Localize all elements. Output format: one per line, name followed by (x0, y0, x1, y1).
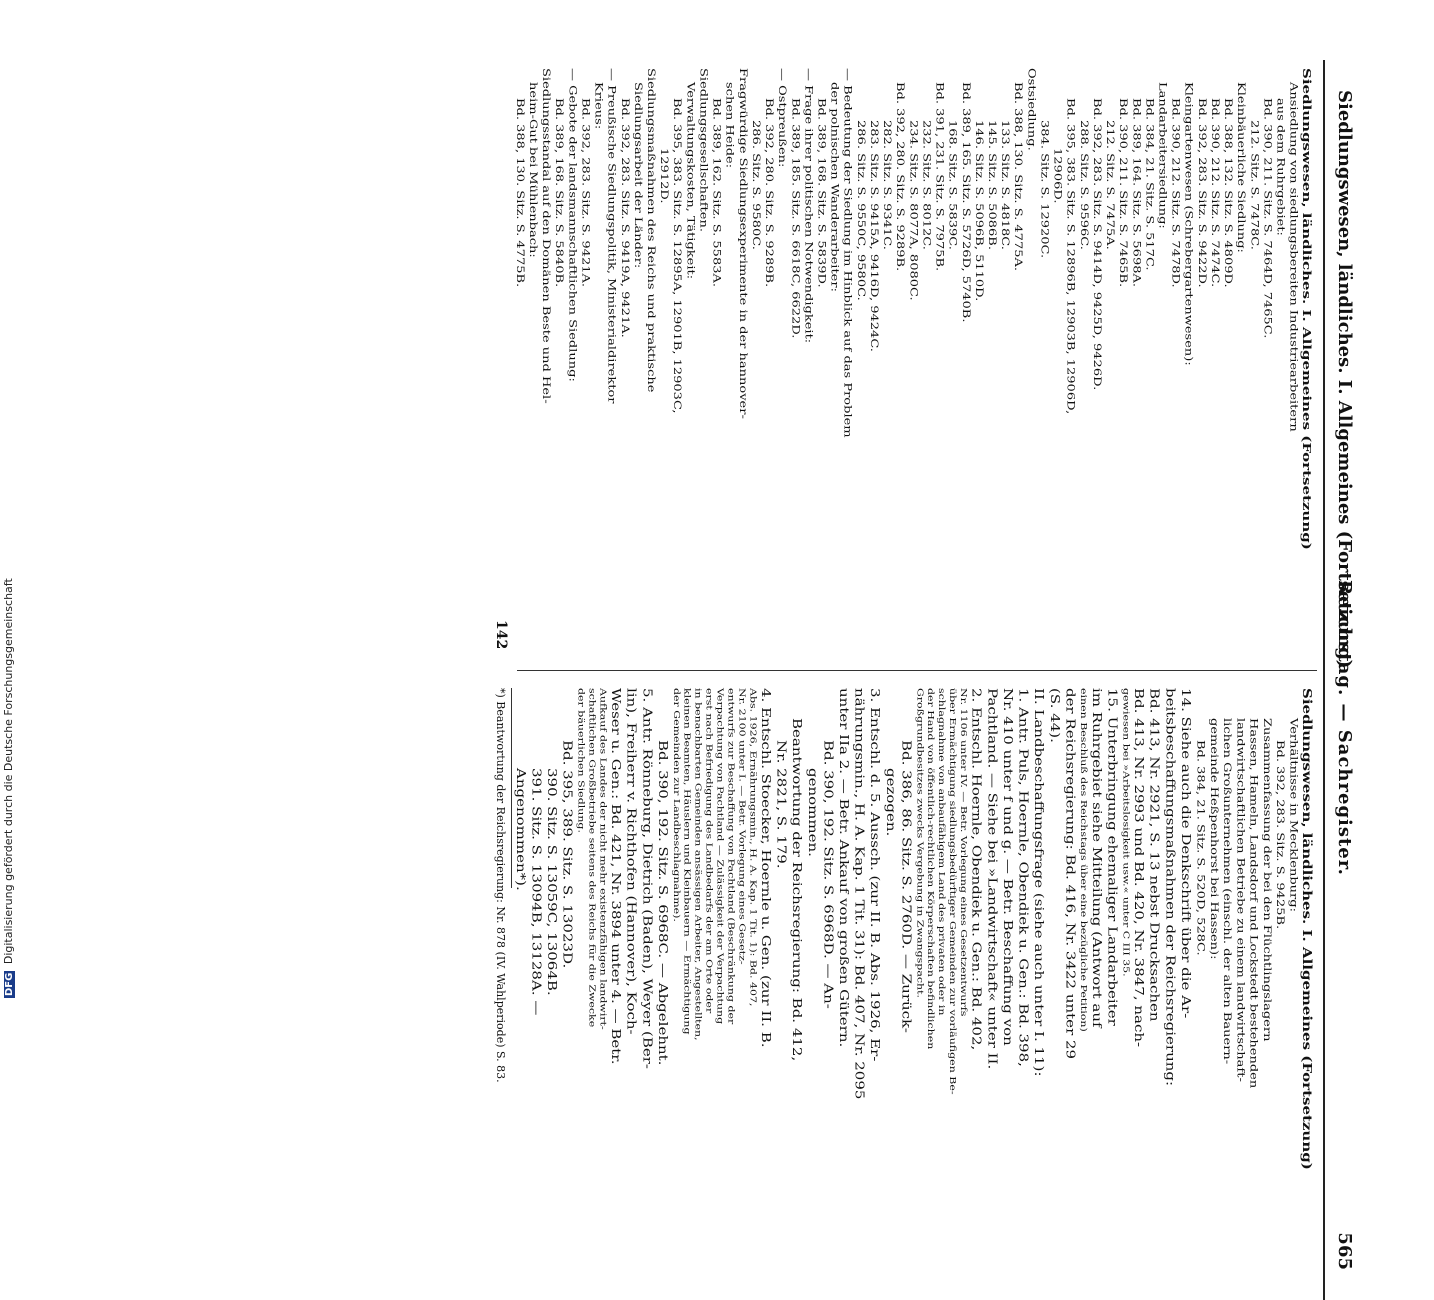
index-entry: Kleinbäuerliche Siedlung: (1235, 82, 1247, 253)
index-entry: II. Landbeschaffungsfrage (siehe auch unter I. 11): (1032, 688, 1047, 1077)
left-column (513, 68, 1313, 653)
index-entry: 14. Siehe auch die Denkschrift über die Ar- (1178, 688, 1193, 1019)
index-entry: Bd. 389, 168. Sitz. S. 5839D. (815, 98, 827, 288)
index-entry: Abs. 1926, Ernährungsmin., H. A. Kap. 1 Tit. 1): Bd. 407, (747, 688, 759, 1007)
index-entry: Bd. 386, 86. Sitz. S. 2760D. — Zurück- (899, 740, 914, 1033)
index-entry: der Hand von öffentlich-rechtlichen Körperschaften befindlichen (925, 688, 937, 1050)
running-header (1327, 60, 1357, 1280)
index-entry: 168. Sitz. S. 5839C. (946, 120, 959, 250)
index-entry: Siedlungsgesellschaften. (697, 68, 709, 232)
index-entry: Bd. 388, 130. Sitz. S. 4775B. (513, 98, 526, 288)
index-entry: Bd. 390, 212. Sitz. S. 7478D. (1169, 98, 1182, 288)
index-entry: in benachbarten Gemeinden ansässigen Arbeiter, Angestellten, (693, 688, 704, 1041)
index-entry: Nr. 2100 unter I. — Betr. Vorlegung eines Gesetz- (737, 688, 748, 965)
index-entry: schlagnahme von anbaufähigem Land des privaten oder in (936, 688, 947, 1016)
index-entry: gewiesen bei »Arbeitslosigkeit usw.« unter C III 35. (1121, 688, 1132, 977)
side-note (2, 18, 24, 998)
index-entry: heim-Gut bei Mühlenbach: (526, 82, 539, 258)
index-entry: — Frage ihrer politischen Notwendigkeit: (802, 68, 814, 344)
index-entry: landwirtschaftlichen Betriebe zu einem landwirtschaft- (1234, 718, 1246, 1082)
index-entry: 212. Sitz. S. 7478C. (1248, 120, 1260, 250)
index-entry: der polnischen Wanderarbeiter: (828, 82, 841, 292)
header-rule (1323, 60, 1325, 1300)
index-entry: 286. Sitz. S. 9580C. (749, 120, 762, 250)
index-entry: der Gemeinden zur Landbeschlagnahme). (671, 688, 682, 922)
index-entry: Siedlungswesen, ländliches. I. Allgemeines (Fortsetzung) (1299, 68, 1314, 550)
index-entry: (S. 44). (1047, 688, 1062, 743)
index-entry: Bd. 390, 192. Sitz. S. 6968C. — Abgelehnt. (655, 740, 670, 1066)
index-entry: 12912D. (658, 148, 670, 204)
index-entry: der Reichsregierung: Bd. 416, Nr. 3422 unter 29 (1063, 688, 1078, 1060)
index-entry: Bd. 392, 280. Sitz. S. 9289B. (762, 98, 775, 288)
index-entry: einen Beschluß des Reichstags über eine bezügliche Petition) (1078, 688, 1089, 1032)
index-entry: 5. Antr. Rönneburg, Dietrich (Baden), Weyer (Ber- (640, 688, 655, 1069)
index-entry: Bd. 413, Nr. 2921, S. 13 nebst Drucksachen (1147, 688, 1162, 1022)
index-entry: Bd. 388, 132. Sitz. S. 4809D. (1221, 98, 1234, 288)
index-entry: Bd. 390, 192. Sitz. S. 6968D. — An- (821, 740, 836, 1009)
index-entry: 146. Sitz. S. 5096B, 5110D. (972, 120, 985, 302)
index-entry: 145. Sitz. S. 5086B. (985, 120, 998, 250)
index-entry: Bd. 392, 283. Sitz. S. 9419A, 9421A. (618, 98, 631, 338)
index-entry: 133. Sitz. S. 4818C. (999, 120, 1011, 250)
index-entry: 391. Sitz. S. 13094B, 13128A. — (529, 768, 544, 1016)
column-divider (517, 670, 1317, 671)
index-entry: der bäuerlichen Siedlung. (576, 688, 587, 833)
index-entry: — Ostpreußen: (776, 68, 788, 168)
index-entry: genommen. (805, 768, 820, 857)
index-entry: Kleingartenwesen (Schrebergartenwesen): (1182, 82, 1195, 366)
index-entry: Verhältnisse in Mecklenburg: (1287, 718, 1299, 912)
index-entry: 15. Unterbringung ehemaliger Landarbeiter (1105, 688, 1120, 1026)
index-entry: Nr. 1106 unter IV. — Betr. Vorlegung eines Gesetzentwurfs (958, 688, 969, 1017)
index-entry: Nr. 2821, S. 179. (774, 740, 789, 869)
index-entry: Siedlungsarbeit der Länder: (631, 82, 644, 269)
index-entry: Aufkauf des Landes der nicht mehr existenzfähigen landwirt- (598, 688, 609, 1030)
index-entry: 12906D. (1051, 148, 1064, 204)
index-entry: 390. Sitz. S. 13059C, 13064B. (545, 768, 560, 996)
index-entry: lichen Großunternehmen (einschl. der alten Bauern- (1220, 718, 1233, 1065)
index-entry: gezogen. (883, 768, 898, 837)
index-entry: unter IIa 2. — Betr. Ankauf von großen Gütern. (836, 688, 851, 1048)
index-entry: Pachtland. — Siehe bei »Landwirtschaft« unter II. (985, 688, 1000, 1070)
header-left: Siedlungswesen, ländliches. I. Allgemeines (Fortsetzung) (1334, 90, 1355, 669)
index-entry: Bd. 388, 130. Sitz. S. 4775A. (1012, 82, 1024, 272)
index-entry: Siedlungsstandal auf den Domänen Beste und Hel- (540, 68, 552, 404)
index-entry: Bd. 384, 21. Sitz. S. 520D, 528C. (1194, 740, 1207, 956)
index-entry: Bd. 389, 164. Sitz. S. 5698A. (1130, 98, 1142, 288)
index-entry: 282. Sitz. S. 9341C. (880, 120, 893, 250)
index-entry: Bd. 413, Nr. 2993 und Bd. 420, Nr. 3847, nach- (1131, 688, 1146, 1048)
index-entry: beitsbeschaffungsmaßnahmen der Reichsregierung: (1163, 688, 1178, 1087)
index-entry: Weser u. Gen.: Bd. 421, Nr. 3894 unter 4. — Betr. (609, 688, 624, 1065)
index-entry: aus dem Ruhrgebiet: (1274, 98, 1286, 236)
index-entry: schaftlichen Großbetriebe seitens des Reichs für die Zwecke (587, 688, 598, 1028)
index-entry: Bd. 390, 211. Sitz. S. 7464D, 7465C. (1261, 98, 1273, 339)
index-entry: Bd. 390, 212. Sitz. S. 7474C. (1208, 98, 1221, 288)
index-entry: Bd. 389, 168. Sitz. S. 5840B. (553, 98, 565, 288)
dfg-logo: DFG (4, 972, 15, 996)
index-entry: 2. Entschl. Hoernle, Obendiek u. Gen.: Bd. 402, (969, 688, 984, 1051)
right-column (513, 688, 1313, 1273)
index-entry: erst nach Befriedigung des Landbedarfs der am Orte oder (704, 688, 715, 1014)
index-entry: Siedlungsmaßnahmen des Reichs und praktische (644, 68, 657, 393)
side-note-text: Digitalisierung gefördert durch die Deutsche Forschungsgemeinschaft (2, 578, 15, 965)
index-entry: nährungsmin., H. A. Kap. 1 Tit. 31): Bd. 407, Nr. 2095 (852, 688, 867, 1100)
index-entry: — Gebote der landsmannschaftlichen Siedlung: (566, 68, 578, 382)
index-entry: Bd. 391, 231. Sitz. S. 7975B. (933, 82, 946, 272)
header-center: Reichstag. — Sachregister. (1334, 580, 1355, 876)
index-entry: im Ruhrgebiet siehe Mitteilung (Antwort auf (1089, 688, 1104, 1028)
index-entry: lin), Freiherr v. Richthofen (Hannover), Koch- (624, 688, 639, 1035)
index-entry: Fragwürdige Siedlungsexperimente in der hannover- (736, 68, 749, 419)
footnote-rule (511, 688, 512, 888)
index-entry: Bd. 384, 21. Sitz. S. 517C. (1143, 98, 1155, 271)
index-entry: Bd. 392, 283. Sitz. S. 9414D, 9425D, 9426D. (1090, 98, 1103, 391)
index-entry: Bd. 395, 383. Sitz. S. 12895A, 12901B, 12903C, (671, 98, 683, 414)
rotated-frame (117, 60, 1357, 1270)
index-entry: Siedlungswesen, ländliches. I. Allgemeines (Fortsetzung) (1299, 688, 1314, 1170)
index-entry: schen Heide: (723, 82, 736, 169)
index-entry: 283. Sitz. S. 9415A, 9416D, 9424C. (867, 120, 880, 352)
index-entry: — Bedeutung der Siedlung im Hinblick auf das Problem (841, 68, 854, 438)
index-entry: entwurfs zur Beschaffung von Pachtland (Beschränkung der (726, 688, 737, 1025)
index-entry: Bd. 395, 383. Sitz. S. 12896B, 12903B, 12906D, (1064, 98, 1077, 415)
index-entry: 384. Sitz. S. 12920C. (1038, 120, 1050, 259)
page-content (477, 60, 1357, 1300)
index-entry: 3. Entschl. d. 5. Aussch. (zur II. B. Abs. 1926, Er- (868, 688, 883, 1062)
index-entry: Bd. 389, 185. Sitz. S. 6618C, 6622D. (789, 98, 801, 339)
index-entry: 234. Sitz. S. 8077A, 8080C. (907, 120, 919, 301)
index-entry: 4. Entschl. Stoecker, Hoernle u. Gen. (zur II. B. (758, 688, 773, 1048)
index-entry: kleinen Beamten, Häuslern und Kleinbauern — Ermächtigung (682, 688, 693, 1035)
index-entry: Beantwortung der Reichsregierung: Bd. 412, (790, 718, 805, 1062)
index-entry: — Preußische Siedlungspolitik, Ministerialdirektor (605, 68, 618, 404)
index-entry: Bd. 390, 211. Sitz. S. 7465B. (1117, 98, 1129, 288)
index-entry: 288. Sitz. S. 9596C. (1077, 120, 1090, 250)
index-entry: Verpachtung von Pachtland — Zulässigkeit der Verpachtung (715, 688, 726, 1025)
index-entry: Landarbeitersiedlung: (1156, 82, 1168, 229)
header-page-number: 565 (1334, 1232, 1355, 1270)
index-entry: 286. Sitz. S. 9550C, 9580C. (854, 120, 867, 301)
index-entry: Angenommen*). (513, 768, 528, 891)
page-number: 142 (493, 620, 509, 650)
index-entry: Ansiedlung von siedlungsbereiten Industriearbeitern (1287, 82, 1300, 432)
index-entry: Bd. 392, 283. Sitz. S. 9425B. (1273, 740, 1286, 930)
index-entry: gemeinde Heßpenhorst bei Hassen): (1207, 718, 1220, 960)
index-entry: Bd. 392, 280. Sitz. S. 9289B. (894, 82, 906, 272)
index-entry: Krieus: (592, 82, 605, 130)
index-entry: Verwaltungskosten, Tätigkeit: (684, 82, 696, 280)
index-entry: Bd. 395, 389. Sitz. S. 13023D. (560, 740, 575, 969)
index-entry: über Ermächtigung siedlungsbedürftiger Gemeinden zur vorläufigen Be- (947, 688, 958, 1095)
index-entry: Bd. 392, 283. Sitz. S. 9421A. (579, 98, 591, 288)
index-entry: Bd. 389, 162. Sitz. S. 5583A. (710, 98, 723, 288)
index-entry: 1. Antr. Puls, Hoernle, Obendiek u. Gen.: Bd. 398, (1016, 688, 1031, 1067)
index-entry: Ostsiedlung. (1025, 68, 1037, 151)
index-entry: Hassen, Hameln, Landsdorf und Lockstedt bestehenden (1247, 718, 1260, 1089)
footnote: *) Beantwortung der Reichsregierung: Nr. 878 (IV. Wahlperiode) S. 83. (494, 688, 507, 1083)
index-entry: Nr. 410 unter f und g. — Betr. Beschaffung von (1000, 688, 1015, 1046)
index-entry: 232. Sitz. S. 8012C. (920, 120, 932, 250)
index-entry: Bd. 392, 283. Sitz. S. 9422D. (1195, 98, 1208, 288)
index-entry: 212. Sitz. S. 7475A. (1103, 120, 1116, 250)
index-entry: Zusammenfassung der bei den Flüchtlingslagern (1260, 718, 1273, 1042)
index-entry: Großgrundbesitzes zwecks Vergebung in Zwangspacht. (914, 688, 926, 999)
index-entry: Bd. 389, 165. Sitz. S. 5726D, 5740B. (959, 82, 972, 323)
